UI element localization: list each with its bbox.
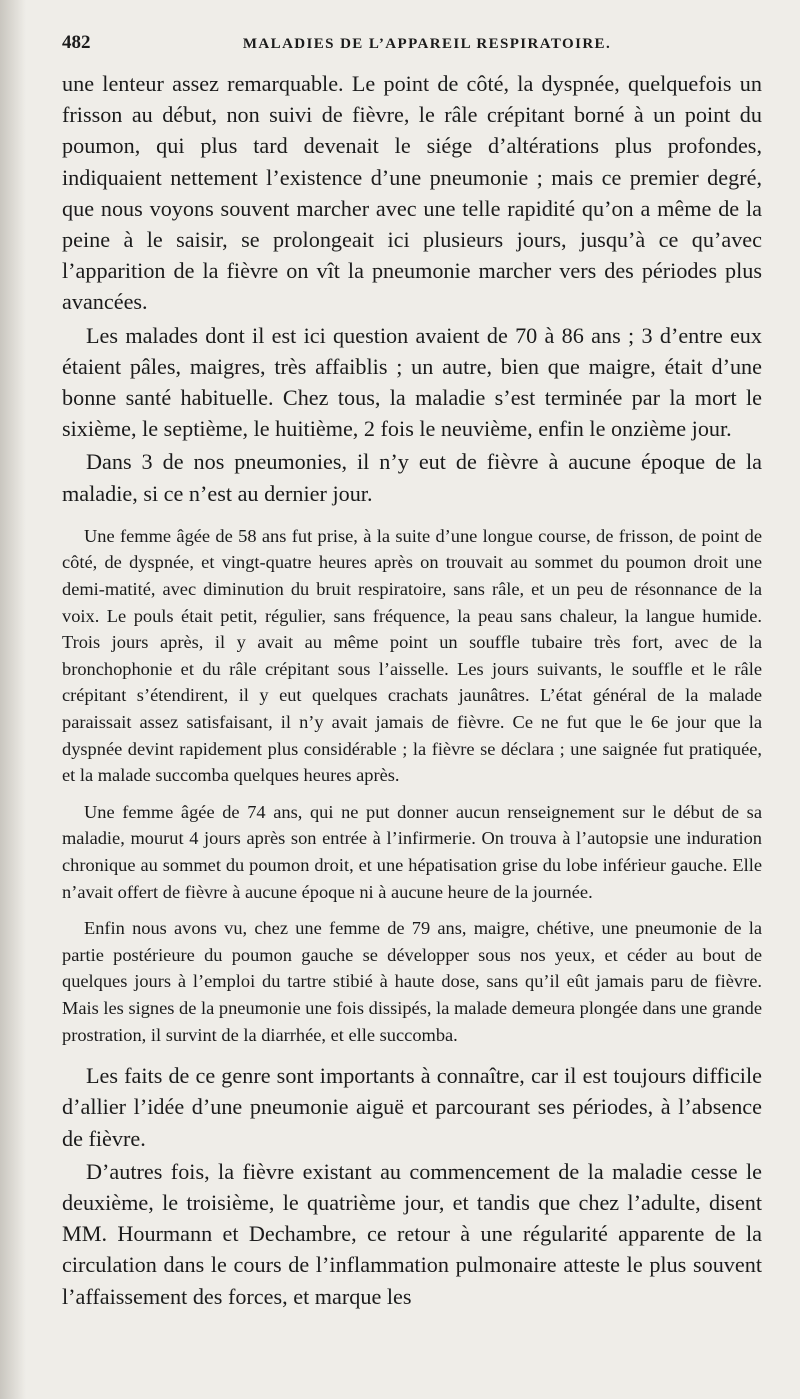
binding-shadow (0, 0, 26, 1399)
paragraph-patients: Les malades dont il est ici question avaient de 70 à 86 ans ; 3 d’entre eux étaient pâles, maigres, très affaiblis ; un autre, bien que maigre, était d’une bonne santé habituelle. Chez tous, la maladie s’est terminée par la mort le sixième, le septième, le huitième, 2 fois le neuvième, enfin le onzième jour. (62, 322, 762, 442)
paragraph-importance: Les faits de ce genre sont importants à connaître, car il est toujours difficile d’allier l’idée d’une pneumonie aiguë et parcourant ses périodes, à l’absence de fièvre. (62, 1063, 762, 1151)
case-observation-2: Une femme âgée de 74 ans, qui ne put donner aucun renseignement sur le début de sa maladie, mourut 4 jours après son entrée à l’infirmerie. On trouva à l’autopsie une induration chronique au sommet du poumon droit, et une hépatisation grise du lobe inférieur gauche. Elle n’avait offert de fièvre à aucune époque ni à aucune heure de la journée. (62, 801, 762, 902)
page-header (62, 20, 762, 68)
paragraph-other-times: D’autres fois, la fièvre existant au commencement de la maladie cesse le deuxième, le troisième, le quatrième jour, et tandis que chez l’adulte, disent MM. Hourmann et Dechambre, ce retour à une régularité apparente de la circulation dans le cours de l’inflammation pulmonaire atteste le plus souvent l’affaissement des forces, et marque les (62, 1158, 762, 1309)
case-observation-1: Une femme âgée de 58 ans fut prise, à la suite d’une longue course, de frisson, de point de côté, de dyspnée, et vingt-quatre heures après on trouvait au sommet du poumon droit une demi-matité, avec diminution du bruit respiratoire, sans râle, et un peu de résonnance de la voix. Le pouls était petit, régulier, sans fréquence, la peau sans chaleur, la langue humide. Trois jours après, il y avait au même point un souffle tubaire très fort, avec de la bronchophonie et du râle crépitant sous l’aisselle. Les jours suivants, le souffle et le râle crépitant s’étendirent, il y eut quelques crachats jaunâtres. L’état général de la malade paraissait assez satisfaisant, il n’y avait jamais de fièvre. Ce ne fut que le 6e jour que la dyspnée devint rapidement plus considérable ; la fièvre se déclara ; une saignée fut pratiquée, et la malade succomba quelques heures après. (62, 525, 762, 786)
paragraph-continuation: une lenteur assez remarquable. Le point de côté, la dyspnée, quelquefois un frisson au début, non suivi de fièvre, le râle crépitant borné à un point du poumon, qui plus tard devenait le siége d’altérations plus profondes, indiquaient nettement l’existence d’une pneumonie ; mais ce premier degré, que nous voyons souvent marcher avec une telle rapidité qu’on a même de la peine à le saisir, se prolongeait ici plusieurs jours, jusqu’à ce qu’avec l’apparition de la fièvre on vît la pneumonie marcher vers des périodes plus avancées. (62, 71, 762, 315)
page-number: 482 (62, 32, 91, 53)
paragraph-no-fever: Dans 3 de nos pneumonies, il n’y eut de fièvre à aucune époque de la maladie, si ce n’est au dernier jour. (62, 449, 762, 506)
case-observation-3: Enfin nous avons vu, chez une femme de 79 ans, maigre, chétive, une pneumonie de la partie postérieure du poumon gauche se développer sous nos yeux, et céder au bout de quelques jours à l’emploi du tartre stibié à haute dose, sans qu’il eût jamais paru de fièvre. Mais les signes de la pneumonie une fois dissipés, la malade demeura plongée dans une grande prostration, il survint de la diarrhée, et elle succomba. (62, 918, 762, 1045)
running-title: MALADIES DE L’APPAREIL RESPIRATOIRE. (242, 36, 612, 52)
